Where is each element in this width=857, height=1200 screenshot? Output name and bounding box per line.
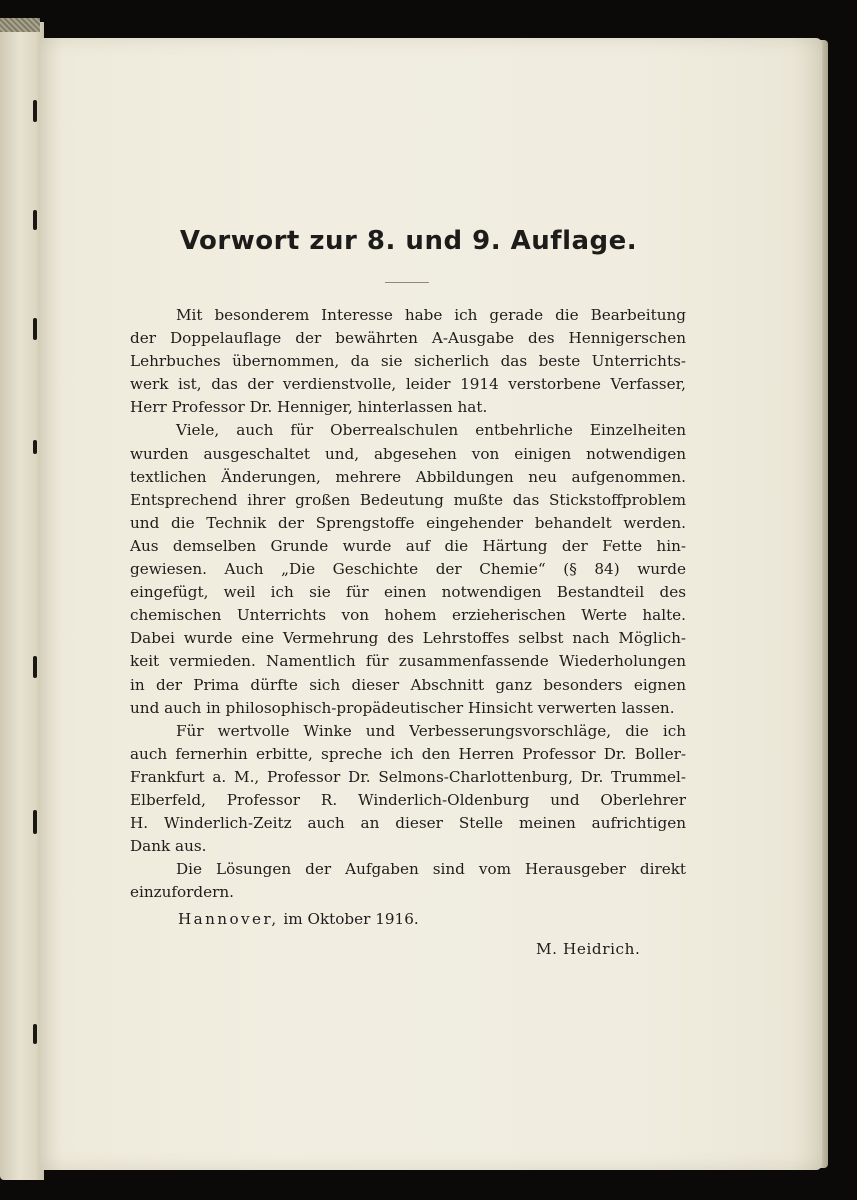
text-line: chemischen Unterrichts von hohem erzieherischen Werte halte. — [130, 606, 686, 625]
text-line: Mit besonderem Interesse habe ich gerade die Bearbeitung — [176, 306, 686, 324]
text-line: werk ist, das der verdienstvolle, leider 1914 verstorbene Verfasser, — [130, 375, 686, 394]
text-line: Herr Professor Dr. Henniger, hinterlassen hat. — [130, 398, 488, 417]
text-line: Aus demselben Grunde wurde auf die Härtung der Fette hin- — [130, 536, 686, 555]
text-line: eingefügt, weil ich sie für einen notwendigen Bestandteil des — [130, 583, 686, 602]
text-line: Dank aus. — [130, 837, 207, 856]
left-page-edge — [0, 22, 44, 1180]
text-line: der Doppelauflage der bewährten A-Ausgabe des Hennigerschen — [130, 329, 686, 348]
binding-thread — [33, 810, 37, 834]
binding-thread — [33, 1024, 37, 1044]
binding-thread — [33, 100, 37, 122]
text-line: gewiesen. Auch „Die Geschichte der Chemie“ (§ 84) wurde — [130, 560, 686, 579]
binding-thread — [33, 318, 37, 340]
text-line: Für wertvolle Winke und Verbesserungsvorschläge, die ich — [176, 721, 686, 740]
place: Hannover, — [178, 910, 279, 928]
text-line: textlichen Änderungen, mehrere Abbildungen neu aufgenommen. — [130, 467, 686, 486]
preface-body — [130, 304, 686, 904]
title-rule — [385, 282, 429, 283]
signature: M. Heidrich. — [536, 940, 641, 958]
text-line: Die Lösungen der Aufgaben sind vom Herausgeber direkt — [176, 860, 686, 879]
place-date-line — [178, 910, 419, 928]
binding-thread — [33, 440, 37, 454]
text-line: in der Prima dürfte sich dieser Abschnitt ganz besonders eignen — [130, 675, 686, 694]
text-line: Entsprechend ihrer großen Bedeutung mußte das Stickstoffproblem — [130, 490, 686, 509]
text-line: keit vermieden. Namentlich für zusammenfassende Wiederholungen — [130, 652, 686, 671]
text-line: Viele, auch für Oberrealschulen entbehrliche Einzelheiten — [176, 421, 686, 440]
text-line: H. Winderlich-Zeitz auch an dieser Stelle meinen aufrichtigen — [130, 814, 686, 833]
text-line: einzufordern. — [130, 883, 235, 902]
text-line: wurden ausgeschaltet und, abgesehen von einigen notwendigen — [130, 444, 686, 463]
text-line: und auch in philosophisch-propädeutischer Hinsicht verwerten lassen. — [130, 698, 675, 717]
text-line: Elberfeld, Professor R. Winderlich-Oldenburg und Oberlehrer — [130, 790, 686, 809]
text-line: Frankfurt a. M., Professor Dr. Selmons-Charlottenburg, Dr. Trummel- — [130, 767, 686, 786]
text-line: und die Technik der Sprengstoffe eingehender behandelt werden. — [130, 513, 686, 532]
text-line: Lehrbuches übernommen, da sie sicherlich das beste Unterrichts- — [130, 352, 686, 371]
cloth-binding — [0, 18, 40, 32]
page-title: Vorwort zur 8. und 9. Auflage. — [179, 226, 638, 256]
text-line: Dabei wurde eine Vermehrung des Lehrstoffes selbst nach Möglich- — [130, 629, 686, 648]
text-line: auch fernerhin erbitte, spreche ich den Herren Professor Dr. Boller- — [130, 744, 686, 763]
date: im Oktober 1916. — [283, 910, 419, 928]
binding-thread — [33, 656, 37, 678]
